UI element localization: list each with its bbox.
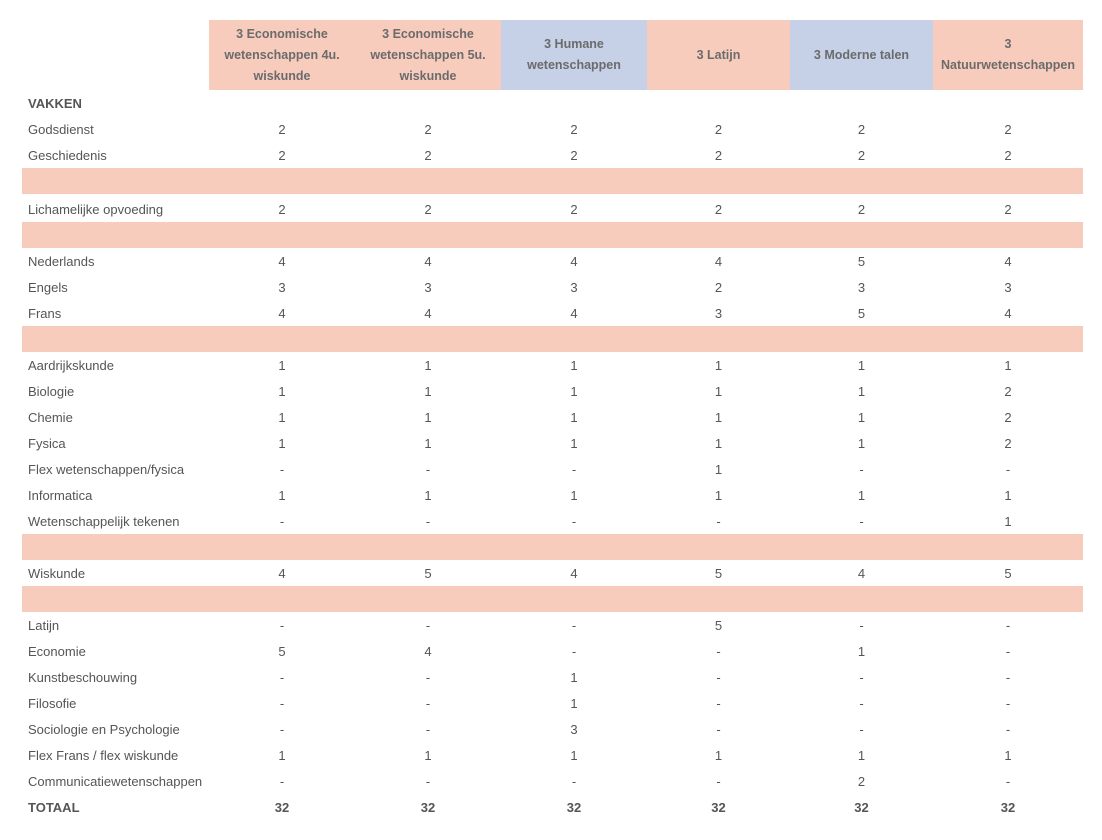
hours-cell: -	[279, 617, 285, 633]
total-cell: 32	[420, 799, 436, 815]
hours-cell: -	[1005, 721, 1011, 737]
subject-name: Wetenschappelijk tekenen	[28, 513, 180, 529]
subject-name: Communicatiewetenschappen	[28, 773, 203, 789]
hours-cell: 2	[714, 121, 723, 137]
hours-cell: 1	[1004, 357, 1012, 373]
hours-cell: -	[1005, 617, 1011, 633]
table-row	[22, 142, 1083, 168]
total-cell: 32	[566, 799, 582, 815]
hours-cell: 2	[570, 201, 578, 217]
hours-cell: 4	[570, 305, 578, 321]
hours-cell: 5	[424, 565, 432, 581]
hours-cell: 3	[714, 305, 723, 321]
hours-cell: 3	[857, 279, 866, 295]
subject-name: Sociologie en Psychologie	[28, 721, 180, 737]
hours-cell: 1	[424, 487, 432, 503]
hours-cell: 2	[278, 121, 286, 137]
separator-cell	[22, 534, 1083, 560]
subject-name: Biologie	[28, 383, 75, 399]
hours-cell: 2	[714, 201, 723, 217]
hours-cell: 5	[714, 565, 723, 581]
hours-cell: 1	[714, 357, 723, 373]
table-row	[22, 560, 1083, 586]
hours-cell: 1	[424, 383, 432, 399]
hours-cell: 4	[278, 253, 286, 269]
hours-cell: -	[1005, 643, 1011, 659]
hours-cell: 2	[424, 201, 432, 217]
hours-cell: 2	[857, 201, 866, 217]
hours-cell: 1	[570, 487, 578, 503]
hours-cell: 2	[1004, 201, 1012, 217]
separator-cell	[22, 168, 1083, 195]
hours-cell: 1	[570, 409, 578, 425]
hours-cell: -	[279, 669, 285, 685]
hours-cell: 4	[278, 565, 286, 581]
hours-cell: 2	[278, 201, 286, 217]
hours-cell: 1	[424, 357, 432, 373]
table-row	[22, 768, 1083, 794]
hours-cell: 2	[424, 121, 432, 137]
table-row	[22, 482, 1083, 508]
hours-cell: -	[1005, 669, 1011, 685]
hours-cell: 1	[570, 747, 578, 763]
table-row	[22, 456, 1083, 482]
hours-cell: 1	[857, 383, 866, 399]
hours-cell: 5	[1004, 565, 1012, 581]
hours-cell: -	[425, 513, 431, 529]
hours-cell: 1	[424, 747, 432, 763]
column-header: 3 Natuurwetenschappen	[933, 20, 1083, 90]
hours-cell: 2	[857, 147, 866, 163]
subject-name: Frans	[28, 305, 62, 321]
header-corner	[22, 20, 209, 90]
table-row	[22, 508, 1083, 534]
hours-cell: -	[571, 643, 577, 659]
hours-cell: 2	[1004, 435, 1012, 451]
hours-cell: 2	[1004, 121, 1012, 137]
subject-name: Informatica	[28, 487, 93, 503]
hours-cell: 4	[1004, 253, 1012, 269]
hours-cell: 2	[714, 279, 723, 295]
subject-name: Chemie	[28, 409, 73, 425]
hours-cell: 2	[857, 773, 866, 789]
hours-cell: -	[859, 461, 864, 477]
hours-cell: 1	[857, 435, 866, 451]
hours-cell: 1	[714, 487, 723, 503]
total-label: TOTAAL	[28, 799, 80, 815]
hours-cell: -	[716, 721, 721, 737]
hours-cell: 1	[570, 383, 578, 399]
hours-cell: 2	[1004, 147, 1012, 163]
hours-cell: 1	[570, 695, 578, 711]
hours-cell: -	[425, 773, 431, 789]
column-header: 3 Economische wetenschappen 4u. wiskunde	[209, 20, 355, 90]
table-row	[22, 716, 1083, 742]
table-row	[22, 742, 1083, 768]
table-row	[22, 404, 1083, 430]
hours-cell: 2	[714, 147, 723, 163]
hours-cell: 2	[857, 121, 866, 137]
column-header: 3 Economische wetenschappen 5u. wiskunde	[355, 20, 501, 90]
table-row	[22, 195, 1083, 222]
hours-cell: 1	[278, 357, 286, 373]
hours-cell: 4	[278, 305, 286, 321]
hours-cell: 1	[278, 383, 286, 399]
separator-cell	[22, 222, 1083, 248]
separator-cell	[22, 326, 1083, 352]
hours-cell: 1	[857, 487, 866, 503]
hours-cell: -	[859, 721, 864, 737]
subjects-table	[22, 20, 1083, 820]
hours-cell: -	[279, 461, 285, 477]
table-row	[22, 248, 1083, 274]
group-separator	[22, 168, 1083, 195]
hours-cell: -	[716, 695, 721, 711]
hours-cell: 3	[278, 279, 286, 295]
total-row	[22, 794, 1083, 820]
hours-cell: -	[571, 513, 577, 529]
hours-cell: 2	[570, 147, 578, 163]
hours-cell: 3	[424, 279, 432, 295]
hours-cell: -	[571, 617, 577, 633]
hours-cell: 1	[1004, 513, 1012, 529]
hours-cell: 2	[1004, 409, 1012, 425]
hours-cell: -	[716, 773, 721, 789]
section-row	[22, 90, 1083, 116]
subject-name: Geschiedenis	[28, 147, 107, 163]
hours-cell: -	[716, 643, 721, 659]
column-header: 3 Moderne talen	[790, 20, 933, 90]
hours-cell: 3	[570, 721, 578, 737]
column-header: 3 Latijn	[647, 20, 790, 90]
total-cell: 32	[854, 799, 869, 815]
hours-cell: -	[859, 669, 864, 685]
table-row	[22, 378, 1083, 404]
hours-cell: -	[716, 513, 721, 529]
hours-cell: -	[1005, 461, 1011, 477]
subject-name: Economie	[28, 643, 86, 659]
hours-cell: -	[279, 695, 285, 711]
separator-cell	[22, 586, 1083, 612]
total-cell: 32	[711, 799, 726, 815]
table-row	[22, 612, 1083, 638]
subject-name: Kunstbeschouwing	[28, 669, 138, 685]
hours-cell: 2	[278, 147, 286, 163]
table-row	[22, 664, 1083, 690]
hours-cell: 1	[857, 643, 866, 659]
hours-cell: 1	[1004, 487, 1012, 503]
hours-cell: 2	[1004, 383, 1012, 399]
hours-cell: 4	[570, 253, 578, 269]
table-row	[22, 690, 1083, 716]
table-row	[22, 300, 1083, 326]
subject-name: Flex wetenschappen/fysica	[28, 461, 185, 477]
hours-cell: 5	[714, 617, 723, 633]
hours-cell: -	[1005, 695, 1011, 711]
hours-cell: 1	[570, 435, 578, 451]
hours-cell: 4	[570, 565, 578, 581]
hours-cell: -	[716, 669, 721, 685]
hours-cell: 1	[278, 487, 286, 503]
subject-name: Latijn	[28, 617, 60, 633]
hours-cell: 1	[714, 409, 723, 425]
hours-cell: 3	[570, 279, 578, 295]
hours-cell: 4	[714, 253, 723, 269]
hours-cell: 4	[857, 565, 866, 581]
hours-cell: -	[1005, 773, 1011, 789]
subject-name: Nederlands	[28, 253, 95, 269]
hours-cell: -	[279, 721, 285, 737]
hours-cell: 5	[278, 643, 286, 659]
hours-cell: -	[859, 695, 864, 711]
hours-cell: 2	[424, 147, 432, 163]
total-cell: 32	[274, 799, 290, 815]
group-separator	[22, 222, 1083, 248]
hours-cell: 5	[857, 305, 866, 321]
subject-name: Wiskunde	[28, 565, 86, 581]
hours-cell: -	[425, 721, 431, 737]
hours-cell: 1	[570, 669, 578, 685]
group-separator	[22, 534, 1083, 560]
section-label: VAKKEN	[28, 95, 82, 111]
subject-name: Filosofie	[28, 695, 77, 711]
subject-name: Flex Frans / flex wiskunde	[28, 747, 179, 763]
total-cell: 32	[1000, 799, 1016, 815]
hours-cell: 4	[424, 305, 432, 321]
hours-cell: -	[425, 695, 431, 711]
hours-cell: 1	[857, 357, 866, 373]
hours-cell: 1	[857, 747, 866, 763]
hours-cell: 1	[424, 435, 432, 451]
hours-cell: -	[279, 773, 285, 789]
hours-cell: -	[425, 669, 431, 685]
subject-name: Engels	[28, 279, 68, 295]
hours-cell: 1	[278, 435, 286, 451]
table-row	[22, 116, 1083, 142]
hours-cell: 1	[857, 409, 866, 425]
header-row	[22, 20, 1083, 90]
table-body	[22, 90, 1083, 820]
hours-cell: 1	[1004, 747, 1012, 763]
hours-cell: 3	[1004, 279, 1012, 295]
hours-cell: 1	[570, 357, 578, 373]
table-row	[22, 638, 1083, 664]
hours-cell: 1	[278, 747, 286, 763]
hours-cell: 1	[714, 435, 723, 451]
subject-name: Fysica	[28, 435, 66, 451]
hours-cell: -	[859, 617, 864, 633]
subject-name: Godsdienst	[28, 121, 94, 137]
table-row	[22, 352, 1083, 378]
hours-cell: 1	[714, 383, 723, 399]
hours-cell: 1	[714, 747, 723, 763]
hours-cell: -	[279, 513, 285, 529]
hours-cell: 4	[424, 643, 432, 659]
hours-cell: 5	[857, 253, 866, 269]
hours-cell: -	[425, 461, 431, 477]
hours-cell: 4	[424, 253, 432, 269]
table-row	[22, 430, 1083, 456]
column-header: 3 Humane wetenschappen	[501, 20, 647, 90]
hours-cell: 1	[714, 461, 723, 477]
subject-name: Lichamelijke opvoeding	[28, 201, 164, 217]
table-row	[22, 274, 1083, 300]
hours-cell: 1	[424, 409, 432, 425]
hours-cell: -	[859, 513, 864, 529]
hours-cell: -	[571, 773, 577, 789]
hours-cell: 2	[570, 121, 578, 137]
group-separator	[22, 586, 1083, 612]
hours-cell: -	[571, 461, 577, 477]
hours-cell: 1	[278, 409, 286, 425]
subject-name: Aardrijkskunde	[28, 357, 114, 373]
hours-cell: -	[425, 617, 431, 633]
group-separator	[22, 326, 1083, 352]
hours-cell: 4	[1004, 305, 1012, 321]
